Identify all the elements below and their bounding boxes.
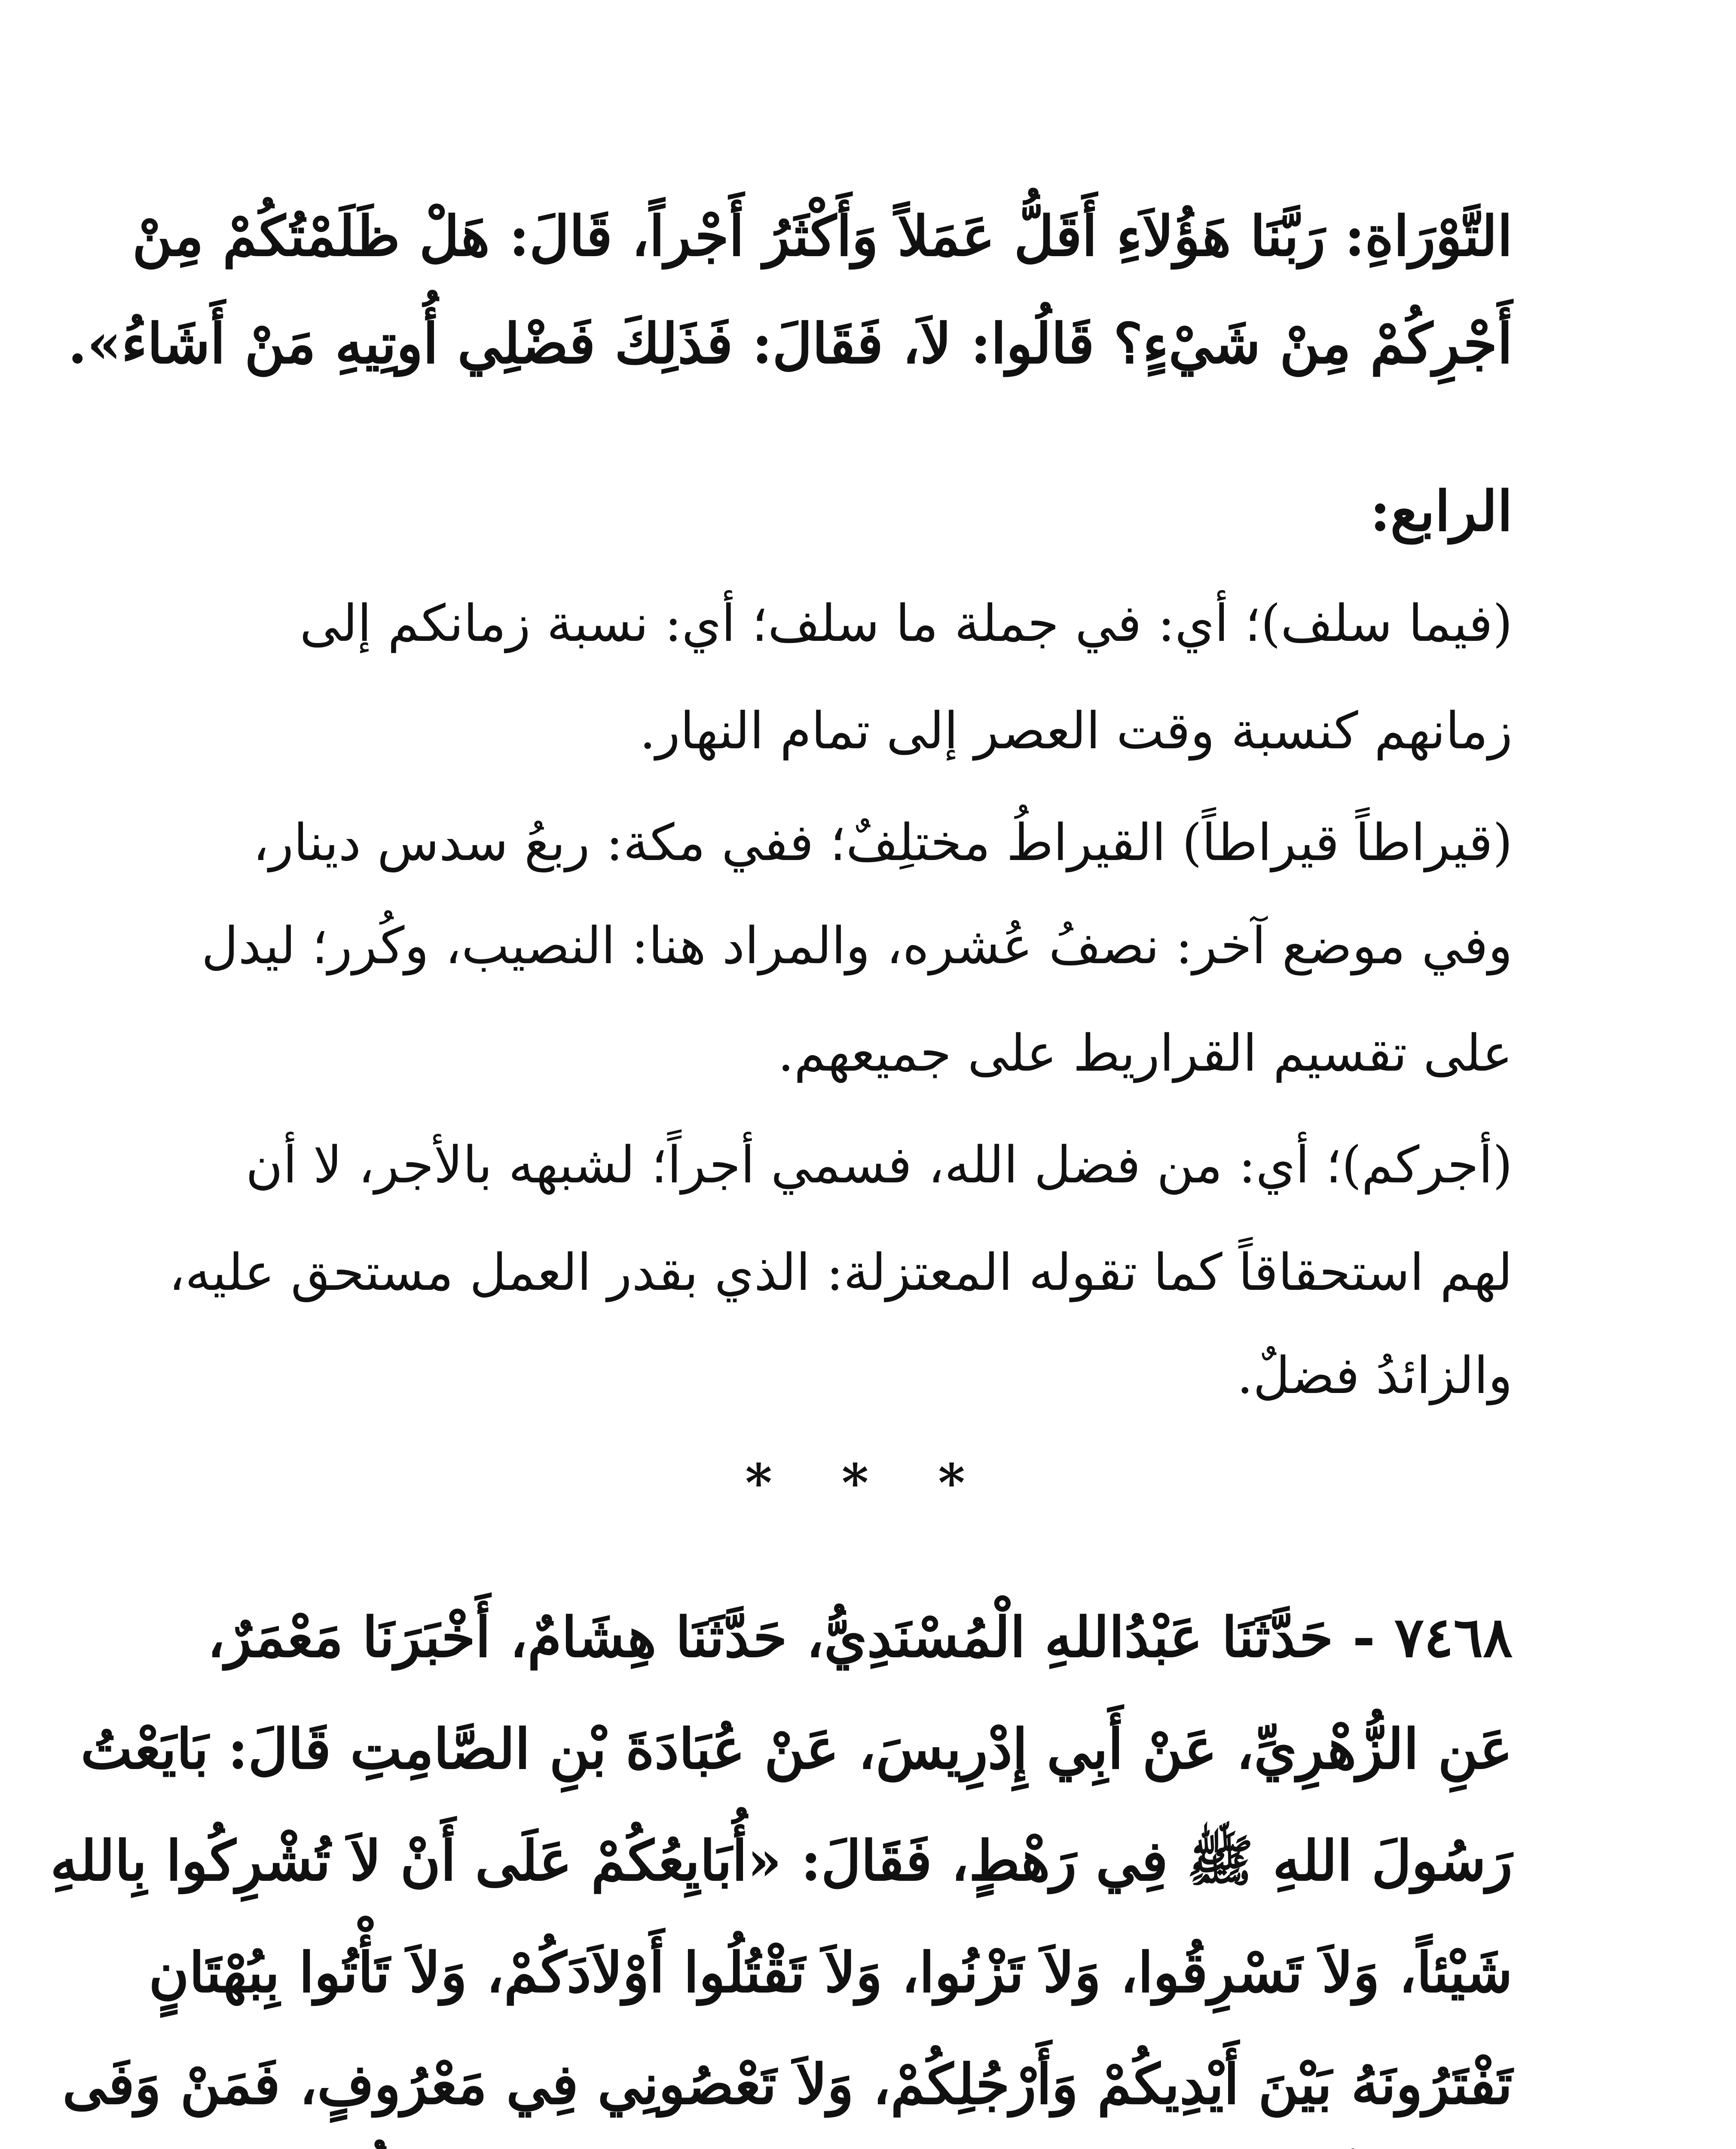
commentary-heading: الرابع: xyxy=(1370,479,1513,544)
hadith-continuation-line-2: أَجْرِكُمْ مِنْ شَيْءٍ؟ قَالُوا: لاَ، فَقَالَ: فَذَلِكَ فَضْلِي أُوتِيهِ مَنْ أَشَاءُ». xyxy=(67,312,1513,376)
hadith-line-1: ٧٤٦٨ - حَدَّثَنَا عَبْدُاللهِ الْمُسْنَدِيُّ، حَدَّثَنَا هِشَامٌ، أَخْبَرَنَا مَعْمَرٌ، xyxy=(207,1605,1513,1670)
commentary-p2-line-1: (قيراطاً قيراطاً) القيراطُ مختلِفٌ؛ ففي مكة: ربعُ سدس دينار، xyxy=(253,813,1513,872)
hadith-continuation-line-1: التَّوْرَاةِ: رَبَّنَا هَؤُلاَءِ أَقَلُّ عَمَلاً وَأَكْثَرُ أَجْراً، قَالَ: هَلْ ظَلَمْتُكُمْ مِنْ xyxy=(132,204,1513,269)
hadith-line-3: رَسُولَ اللهِ ﷺ فِي رَهْطٍ، فَقَالَ: «أُبَايِعُكُمْ عَلَى أَنْ لاَ تُشْرِكُوا بِاللهِ xyxy=(50,1829,1513,1893)
section-separator: * * * xyxy=(745,1453,991,1513)
commentary-p1-line-2: زمانهم كنسبة وقت العصر إلى تمام النهار. xyxy=(639,701,1513,760)
hadith-line-2: عَنِ الزُّهْرِيِّ، عَنْ أَبِي إِدْرِيسَ، عَنْ عُبَادَةَ بْنِ الصَّامِتِ قَالَ: بَايَعْتُ xyxy=(80,1717,1513,1782)
commentary-p2-line-3: على تقسيم القراريط على جميعهم. xyxy=(778,1023,1513,1083)
hadith-line-5: تَفْتَرُونَهُ بَيْنَ أَيْدِيكُمْ وَأَرْجُلِكُمْ، وَلاَ تَعْصُونِي فِي مَعْرُوفٍ، فَمَنْ وَفَى xyxy=(62,2052,1513,2117)
commentary-p3-line-3: والزائدُ فضلٌ. xyxy=(1237,1346,1513,1405)
commentary-p3-line-2: لهم استحقاقاً كما تقوله المعتزلة: الذي بقدر العمل مستحق عليه، xyxy=(168,1243,1513,1302)
commentary-p3-line-1: (أجركم)؛ أي: من فضل الله، فسمي أجراً؛ لشبهه بالأجر، لا أن xyxy=(245,1135,1513,1194)
commentary-p2-line-2: وفي موضع آخر: نصفُ عُشره، والمراد هنا: النصيب، وكُرر؛ ليدل xyxy=(201,916,1513,975)
commentary-p1-line-1: (فيما سلف)؛ أي: في جملة ما سلف؛ أي: نسبة زمانكم إلى xyxy=(300,594,1513,653)
hadith-line-4: شَيْئاً، وَلاَ تَسْرِقُوا، وَلاَ تَزْنُوا، وَلاَ تَقْتُلُوا أَوْلاَدَكُمْ، وَلاَ تَأْتُوا بِبُهْتَانٍ xyxy=(149,1941,1513,2005)
